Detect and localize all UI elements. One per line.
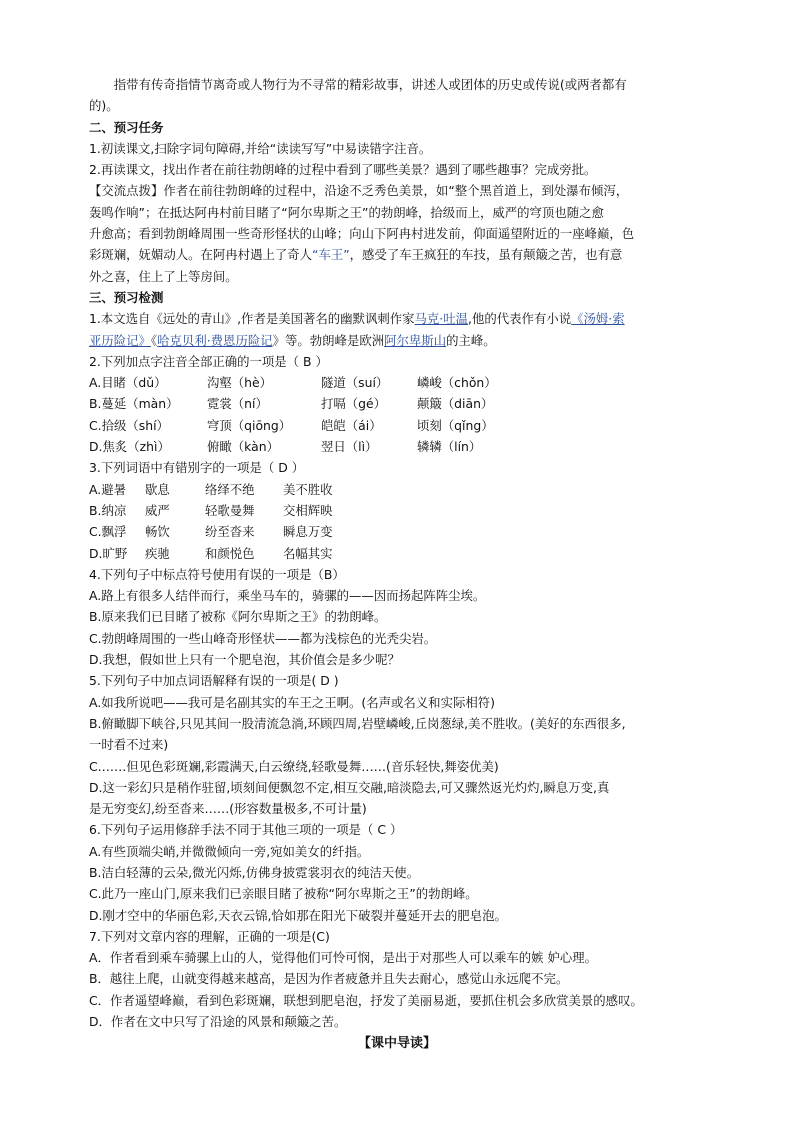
q6-option: A.有些顶端尖峭,并微微倾向一旁,宛如美女的纤指。 bbox=[89, 843, 370, 859]
q2-option-row bbox=[89, 436, 707, 457]
question-3: 3.下列词语中有错别字的一项是（ D ） bbox=[89, 460, 305, 476]
q2-option-cell: 翌日（lì） bbox=[321, 439, 378, 455]
q3-option-cell: 纷至沓来 bbox=[205, 524, 255, 540]
exchange-line-5: 外之喜，住上了上等房间。 bbox=[89, 268, 238, 284]
q7-option: A．作者看到乘车骑骡上山的人，觉得他们可怜可悯，是出于对那些人可以乘车的嫉 妒心理。 bbox=[89, 950, 598, 966]
q2-option-cell: 皑皑（ái） bbox=[321, 417, 382, 433]
q3-option-row bbox=[89, 500, 707, 521]
q2-option-cell: 俯瞰（kàn） bbox=[207, 439, 279, 455]
worksheet-body bbox=[89, 74, 707, 1032]
q2-option-row bbox=[89, 415, 707, 436]
book-link-tom-sawyer[interactable]: 《汤姆·索 bbox=[571, 311, 625, 327]
q3-option-cell: C.飘浮 bbox=[89, 524, 127, 540]
q5-option-b-cont: 一时看不过来) bbox=[89, 737, 169, 753]
q3-option-cell: B.纳凉 bbox=[89, 502, 127, 518]
q4-option: D.我想，假如世上只有一个肥皂泡，其价值会是多少呢？ bbox=[89, 652, 400, 668]
q3-option-cell: 威严 bbox=[145, 502, 170, 518]
q3-option-cell: 美不胜收 bbox=[283, 481, 333, 497]
q5-option-a: A.如我所说吧——我可是名副其实的车王之王啊。(名声或名义和实际相符) bbox=[89, 694, 495, 710]
q3-option-cell: 名幅其实 bbox=[283, 545, 333, 561]
q2-option-cell: 穹顶（qiōng） bbox=[207, 417, 292, 433]
exchange-line-1: 【交流点拨】作者在前往勃朗峰的过程中，沿途不乏秀色美景，如“整个黑首道上，到处瀑布倾泻， bbox=[89, 183, 629, 199]
q2-option-row bbox=[89, 372, 707, 393]
q2-option-cell: 隧道（suí） bbox=[321, 375, 389, 391]
q3-option-cell: D.旷野 bbox=[89, 545, 128, 561]
q3-option-row bbox=[89, 479, 707, 500]
q3-option-row bbox=[89, 521, 707, 542]
book-link-tom-sawyer-cont[interactable]: 亚历险记》 bbox=[89, 332, 151, 348]
q1-text: 的主峰。 bbox=[446, 332, 496, 348]
q2-option-cell: 打嗝（gé） bbox=[321, 396, 387, 412]
q2-option-cell: A.目睹（dǔ） bbox=[89, 375, 167, 391]
exchange-line-2: 轰鸣作响”；在抵达阿冉村前目睹了“阿尔卑斯之王”的勃朗峰，拾级而上，威严的穹顶也随之愈 bbox=[89, 204, 604, 220]
task-1: 1.初读课文,扫除字词句障碍,并给“读读写写”中易读错字注音。 bbox=[89, 140, 432, 156]
q6-option: B.洁白轻薄的云朵,微光闪烁,仿佛身披霓裳羽衣的纯洁天使。 bbox=[89, 864, 420, 880]
question-7: 7.下列对文章内容的理解，正确的一项是(C) bbox=[89, 928, 330, 944]
q2-option-cell: 辚辚（lín） bbox=[417, 439, 482, 455]
q2-option-cell: B.蔓延（màn） bbox=[89, 396, 179, 412]
q3-option-cell: 疾驰 bbox=[145, 545, 170, 561]
q1-text: 1.本文选自《远处的青山》,作者是美国著名的幽默讽刺作家 bbox=[89, 311, 415, 327]
q7-option: D．作者在文中只写了沿途的风景和颠簸之苦。 bbox=[89, 1014, 347, 1030]
q2-option-cell: C.拾级（shí） bbox=[89, 417, 169, 433]
q1-text: 《 bbox=[150, 332, 158, 348]
q5-option-d-cont: 是无穷变幻,纷至沓来……(形容数量极多,不可计量) bbox=[89, 801, 367, 817]
q5-option-b: B.俯瞰脚下峡谷,只见其间一股清流急淌,环顾四周,岩壁嶙峻,丘岗葱绿,美不胜收。(美好的东西很多, bbox=[89, 715, 626, 731]
question-2: 2.下列加点字注音全部正确的一项是（ B ） bbox=[89, 353, 328, 369]
q1-text: ,他的代表作有小说 bbox=[468, 311, 572, 327]
section-footer-heading: 【课中导读】 bbox=[357, 1036, 436, 1051]
alps-link[interactable]: 阿尔卑斯山 bbox=[384, 332, 447, 348]
task-2: 2.再读课文，找出作者在前往勃朗峰的过程中看到了哪些美景？遇到了哪些趣事？完成旁批。 bbox=[89, 162, 597, 178]
question-6: 6.下列句子运用修辞手法不同于其他三项的一项是（ C ） bbox=[89, 822, 403, 838]
q6-option: C.此乃一座山门,原来我们已亲眼目睹了被称“阿尔卑斯之王”的勃朗峰。 bbox=[89, 886, 478, 902]
question-1 bbox=[89, 308, 707, 329]
q3-option-cell: 畅饮 bbox=[145, 524, 170, 540]
q3-option-cell: 交相辉映 bbox=[283, 502, 333, 518]
q2-option-cell: 霓裳（ní） bbox=[207, 396, 268, 412]
exchange-line-3: 升愈高；看到勃朗峰周围一些奇形怪状的山峰；向山下阿冉村进发前，仰面遥望附近的一座峰巅，色 bbox=[89, 226, 635, 242]
q3-option-cell: 和颜悦色 bbox=[205, 545, 255, 561]
q3-option-cell: 瞬息万变 bbox=[283, 524, 333, 540]
author-link[interactable]: 马克·吐温 bbox=[414, 311, 469, 327]
q4-option: A.路上有很多人结伴而行，乘坐马车的，骑骡的——因而扬起阵阵尘埃。 bbox=[89, 588, 486, 604]
q7-option: B．越往上爬，山就变得越来越高，是因为作者疲惫并且失去耐心，感觉山永远爬不完。 bbox=[89, 971, 569, 987]
question-4-options bbox=[89, 585, 707, 670]
q6-option: D.刚才空中的华丽色彩,天衣云锦,恰如那在阳光下破裂并蔓延开去的肥皂泡。 bbox=[89, 907, 507, 923]
intro-line-1: 指带有传奇指情节离奇或人物行为不寻常的精彩故事，讲述人或团体的历史或传说(或两者都有 bbox=[113, 77, 627, 92]
section-2-title: 二、预习任务 bbox=[89, 119, 164, 135]
exchange-line-4 bbox=[89, 244, 707, 265]
question-3-options bbox=[89, 479, 707, 564]
question-2-options bbox=[89, 372, 707, 457]
q3-option-cell: 歇息 bbox=[145, 481, 170, 497]
q2-option-cell: 沟壑（hè） bbox=[207, 375, 273, 391]
q3-option-row bbox=[89, 543, 707, 564]
q2-option-row bbox=[89, 393, 707, 414]
q3-option-cell: 络绎不绝 bbox=[205, 481, 255, 497]
q7-option: C．作者遥望峰巅，看到色彩斑斓，联想到肥皂泡，抒发了美丽易逝，要抓住机会多欣赏美景的感叹。 bbox=[89, 992, 643, 1008]
q4-option: B.原来我们已目睹了被称《阿尔卑斯之王》的勃朗峰。 bbox=[89, 609, 387, 625]
book-link-huckleberry[interactable]: 哈克贝利·费恩历险记 bbox=[157, 332, 273, 348]
q5-option-c: C.……但见色彩斑斓,彩霞满天,白云缭绕,轻歌曼舞……(音乐轻快,舞姿优美) bbox=[89, 758, 499, 774]
question-1-cont bbox=[89, 330, 707, 351]
question-5: 5.下列句子中加点词语解释有误的一项是( D ) bbox=[89, 673, 339, 689]
question-7-options bbox=[89, 947, 707, 1032]
q2-option-cell: 顷刻（qǐng） bbox=[417, 417, 494, 433]
q4-option: C.勃朗峰周围的一些山峰奇形怪状——都为浅棕色的光秃尖岩。 bbox=[89, 630, 437, 646]
question-4: 4.下列句子中标点符号使用有误的一项是（B） bbox=[89, 566, 345, 582]
q1-text: 》等。勃朗峰是欧洲 bbox=[272, 332, 385, 348]
question-6-options bbox=[89, 841, 707, 926]
q2-option-cell: 嶙峻（chǒn） bbox=[417, 375, 497, 391]
exchange-text: 彩斑斓，妩媚动人。在阿冉村遇上了奇人 bbox=[89, 247, 313, 263]
q2-option-cell: D.焦炙（zhì） bbox=[89, 439, 170, 455]
section-3-title: 三、预习检测 bbox=[89, 289, 164, 305]
car-king-term: “车王” bbox=[312, 247, 350, 263]
intro-line-2: 的)。 bbox=[89, 98, 119, 114]
q2-option-cell: 颠簸（diān） bbox=[417, 396, 494, 412]
q5-option-d: D.这一彩幻只是稍作驻留,顷刻间便飘忽不定,相互交融,暗淡隐去,可又骤然返光灼灼,瞬息万变,真 bbox=[89, 779, 610, 795]
exchange-text: ，感受了车王疯狂的车技，虽有颠簸之苦，也有意 bbox=[349, 247, 623, 263]
q3-option-cell: 轻歌曼舞 bbox=[205, 502, 255, 518]
q3-option-cell: A.避暑 bbox=[89, 481, 126, 497]
